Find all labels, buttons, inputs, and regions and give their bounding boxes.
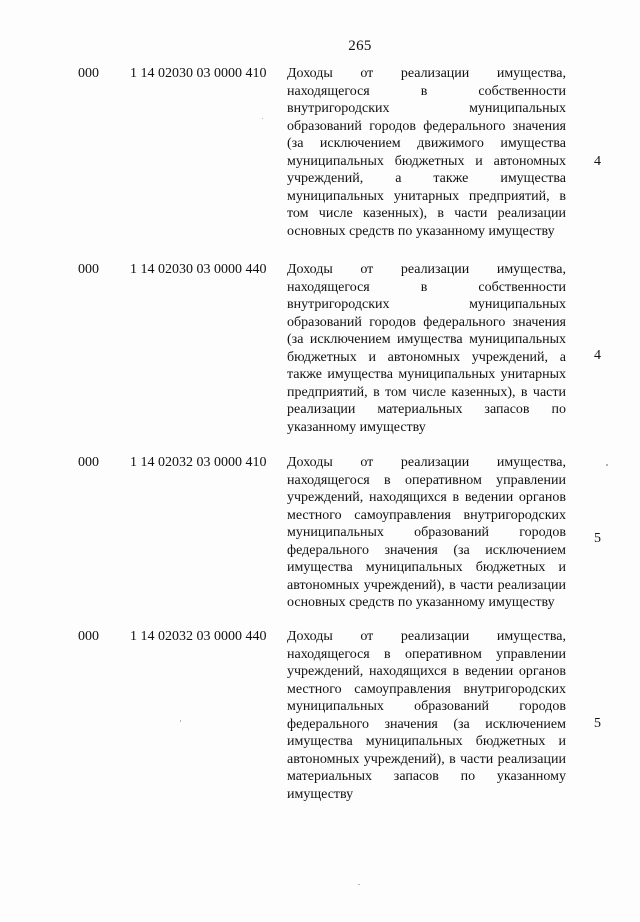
income-name-cell: Доходы от реализации имущества, находящегося в собственности внутригородских муниципальных образований городов федерального значения (за исключением имущества муниципальных бюджетных и автономных учреждений, а также имущества муниципальных унитарных предприятий, в том числе казенных), в части реализации материальных запасов по указанному имуществу (287, 262, 566, 435)
scan-speck (606, 464, 608, 466)
percent-cell: 5 (594, 531, 601, 546)
budget-code-cell: 1 14 02030 03 0000 410 (130, 66, 267, 81)
budget-code-cell: 1 14 02032 03 0000 440 (130, 629, 267, 644)
income-name-cell: Доходы от реализации имущества, находящегося в оперативном управлении учреждений, находящихся в ведении органов местного самоуправления внутригородских муниципальных образований городов федерального значения (за исключением имущества муниципальных бюджетных и автономных учреждений), в части реализации основных средств по указанному имуществу (287, 455, 566, 610)
income-name-cell: Доходы от реализации имущества, находящегося в собственности внутригородских муниципальных образований городов федерального значения (за исключением движимого имущества муниципальных бюджетных и автономных учреждений, а также имущества муниципальных унитарных предприятий, в том числе казенных), в части реализации основных средств по указанному имуществу (287, 66, 566, 239)
budget-code-cell: 1 14 02032 03 0000 410 (130, 455, 267, 470)
scan-speck (180, 720, 181, 722)
income-name-cell: Доходы от реализации имущества, находящегося в оперативном управлении учреждений, находящихся в ведении органов местного самоуправления внутригородских муниципальных образований городов федерального значения (за исключением имущества муниципальных бюджетных и автономных учреждений), в части реализации материальных запасов по указанному имуществу (287, 629, 566, 802)
percent-cell: 4 (594, 348, 601, 363)
percent-cell: 4 (594, 154, 601, 169)
percent-cell: 5 (594, 716, 601, 731)
admin-code-cell: 000 (78, 455, 99, 470)
admin-code-cell: 000 (78, 262, 99, 277)
admin-code-cell: 000 (78, 66, 99, 81)
scan-speck (262, 118, 263, 119)
budget-code-cell: 1 14 02030 03 0000 440 (130, 262, 267, 277)
admin-code-cell: 000 (78, 629, 99, 644)
page-number: 265 (348, 38, 372, 54)
scan-speck (358, 884, 360, 885)
